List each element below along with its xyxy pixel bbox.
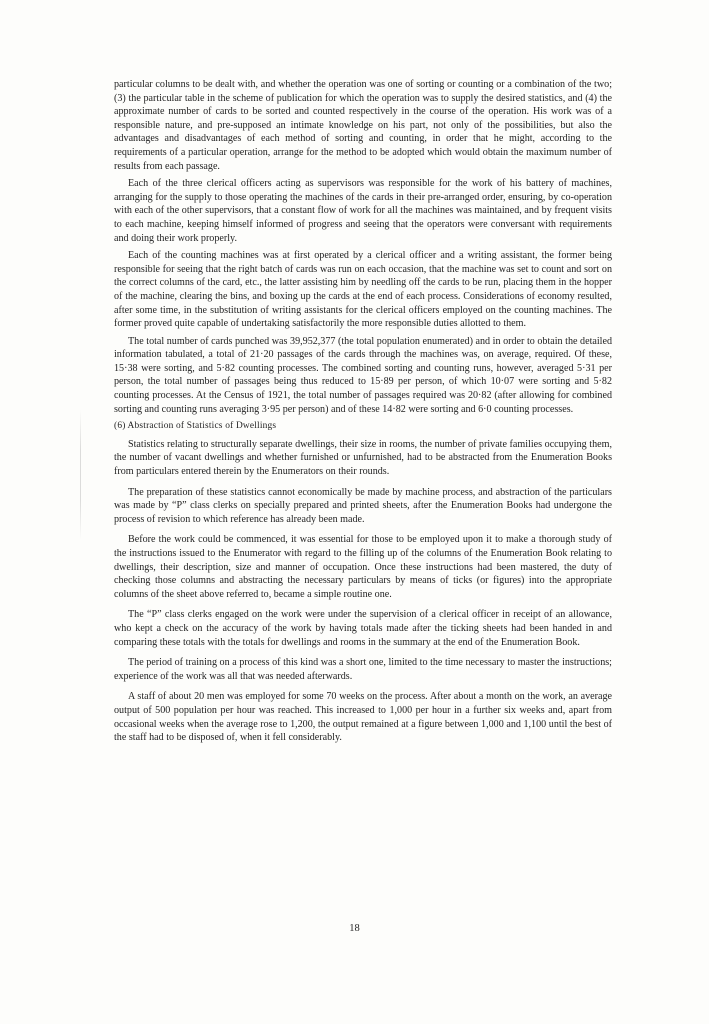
paragraph: A staff of about 20 men was employed for some 70 weeks on the process. After about a month on the work, an average output of 500 population per hour was reached. This increased to 1,000 per hour in a further six weeks and, apart from occasional weeks when the average rose to 1,200, the output remained at a figure between 1,000 and 1,100 until the best of the staff had to be disposed of, when it fell considerably. (114, 691, 612, 744)
paragraph: Statistics relating to structurally separate dwellings, their size in rooms, the number of private families occupying them, the number of vacant dwellings and whether furnished or unfurnished, had to be abstracted from the Enumeration Books from particulars entered therein by the Enumerators on their rounds. (114, 438, 612, 478)
paragraph: Each of the counting machines was at first operated by a clerical officer and a writing assistant, the former being responsible for seeing that the right batch of cards was run on each occasion, that the machine was set to count and sort on the correct columns of the card, etc., the latter assisting him by needling off the cards to be run, placing them in the hopper of the machine, clearing the bins, and boxing up the cards at the end of each process. Considerations of economy resulted, after some time, in the substitution of writing assistants for the clerical officers employed on the counting machines. The former proved quite capable of undertaking satisfactorily the more responsible duties allotted to them. (114, 250, 612, 330)
margin-scan-mark (80, 410, 81, 540)
paragraph: The period of training on a process of this kind was a short one, limited to the time necessary to master the instructions; experience of the work was all that was needed afterwards. (114, 657, 612, 682)
section-heading: (6) Abstraction of Statistics of Dwellings (114, 421, 277, 432)
paragraph: particular columns to be dealt with, and whether the operation was one of sorting or counting or a combination of the two; (3) the particular table in the scheme of publication for which the operation was to supply the desired statistics, and (4) the approximate number of cards to be sorted and counted respectively in the course of the operation. His work was of a responsible nature, and pre-supposed an intimate knowledge on his part, not only of the possibilities, but also the advantages and disadvantages of each method of sorting and counting, in order that he might, according to the requirements of a particular operation, arrange for the method to be adopted which would obtain the maximum number of results from each passage. (114, 79, 612, 172)
body-text (114, 78, 612, 749)
paragraph: Before the work could be commenced, it was essential for those to be employed upon it to make a thorough study of the instructions issued to the Enumerator with regard to the filling up of the columns of the Enumeration Book relating to dwellings, their description, size and manner of occupation. Once these instructions had been mastered, the duty of checking those columns and abstracting the necessary particulars by means of ticks (or figures) into the appropriate columns of the sheet above referred to, became a simple routine one. (114, 534, 612, 600)
paragraph: The total number of cards punched was 39,952,377 (the total population enumerated) and in order to obtain the detailed information tabulated, a total of 21·20 passages of the cards through the machines was, on average, required. Of these, 15·38 were sorting, and 5·82 counting processes. The combined sorting and counting runs, however, averaged 5·31 per person, the total number of passages being thus reduced to 15·89 per person, of which 10·07 were sorting and 5·82 counting processes. At the Census of 1921, the total number of passages required was 20·82 (after allowing for combined sorting and counting runs averaging 3·95 per person) and of these 14·82 were sorting and 6·0 counting processes. (114, 335, 612, 415)
page-number: 18 (349, 923, 360, 934)
paragraph: The preparation of these statistics cannot economically be made by machine process, and abstraction of the particulars was made by “P” class clerks on specially prepared and printed sheets, after the Enumeration Books had undergone the process of revision to which reference has already been made. (114, 486, 612, 525)
paragraph: The “P” class clerks engaged on the work were under the supervision of a clerical officer in receipt of an allowance, who kept a check on the accuracy of the work by having totals made after the ticking sheets had been handed in and comparing these totals with the totals for dwellings and rooms in the summary at the end of the Enumeration Book. (114, 609, 612, 648)
paragraph: Each of the three clerical officers acting as supervisors was responsible for the work of his battery of machines, arranging for the supply to those operating the machines of the cards in their pre-arranged order, ensuring, by co-operation with each of the other supervisors, that a constant flow of work for all the machines was maintained, and by frequent visits to each machine, keeping himself informed of progress and seeing that the operators were conversant with requirements and doing their work properly. (114, 178, 612, 244)
